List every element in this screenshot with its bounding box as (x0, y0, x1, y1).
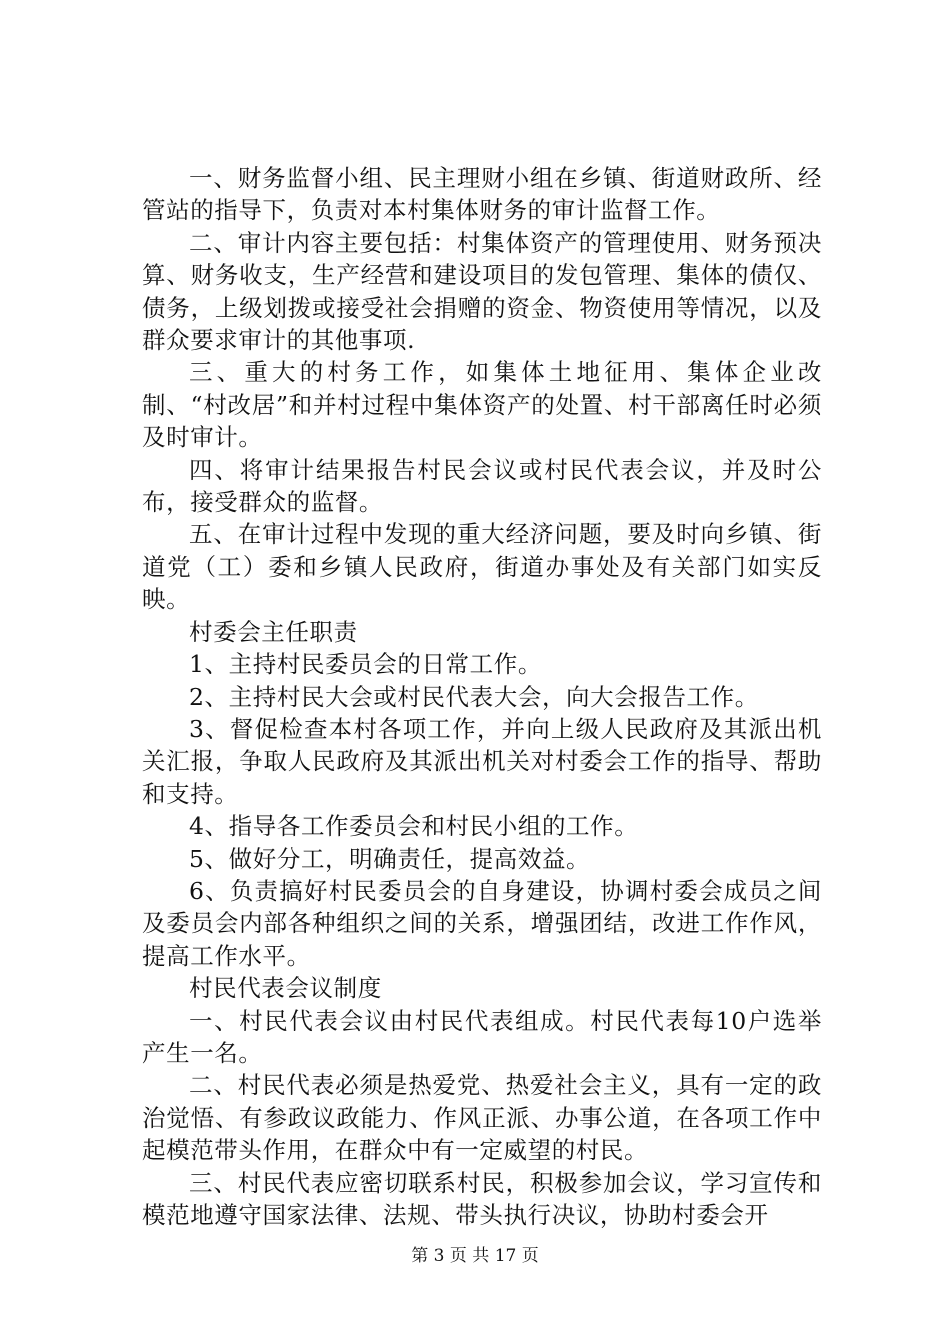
paragraph: 4、指导各工作委员会和村民小组的工作。 (189, 812, 639, 841)
paragraph: 1、主持村民委员会的日常工作。 (189, 650, 542, 679)
paragraph: 三、重大的村务工作，如集体土地征用、集体企业改制、“村改居”和并村过程中集体资产的处置、村干部离任时必须及时审计。 (142, 358, 822, 452)
paragraph: 二、村民代表必须是热爱党、热爱社会主义，具有一定的政治觉悟、有参政议政能力、作风正派、办事公道，在各项工作中起模范带头作用，在群众中有一定威望的村民。 (142, 1071, 822, 1165)
paragraph: 5、做好分工，明确责任，提高效益。 (189, 844, 591, 873)
page-number-footer: 第 3 页 共 17 页 (411, 1246, 539, 1266)
paragraph: 二、审计内容主要包括：村集体资产的管理使用、财务预决算、财务收支，生产经营和建设项目的发包管理、集体的债仅、债务，上级划拨或接受社会捐赠的资金、物资使用等情况，以及群众要求审计的其他事项. (142, 228, 822, 355)
document-body (142, 162, 822, 1231)
paragraph: 一、村民代表会议由村民代表组成。村民代表每10户选举产生一名。 (142, 1006, 822, 1067)
section-heading: 村委会主任职责 (189, 617, 358, 646)
paragraph: 2、主持村民大会或村民代表大会，向大会报告工作。 (189, 682, 759, 711)
paragraph: 五、在审计过程中发现的重大经济问题，要及时向乡镇、街道党（工）委和乡镇人民政府，街道办事处及有关部门如实反映。 (142, 520, 822, 614)
paragraph: 三、村民代表应密切联系村民，积极参加会议，学习宣传和模范地遵守国家法律、法规、带头执行决议，协助村委会开 (142, 1168, 822, 1229)
paragraph: 3、督促检查本村各项工作，并向上级人民政府及其派出机关汇报，争取人民政府及其派出机关对村委会工作的指导、帮助和支持。 (142, 714, 822, 808)
paragraph: 一、财务监督小组、民主理财小组在乡镇、街道财政所、经管站的指导下，负责对本村集体财务的审计监督工作。 (142, 164, 822, 225)
paragraph: 6、负责搞好村民委员会的自身建设，协调村委会成员之间及委员会内部各种组织之间的关系，增强团结，改进工作作风，提高工作水平。 (142, 876, 822, 970)
paragraph: 四、将审计结果报告村民会议或村民代表会议，并及时公布，接受群众的监督。 (142, 455, 822, 517)
section-heading: 村民代表会议制度 (189, 974, 382, 1003)
